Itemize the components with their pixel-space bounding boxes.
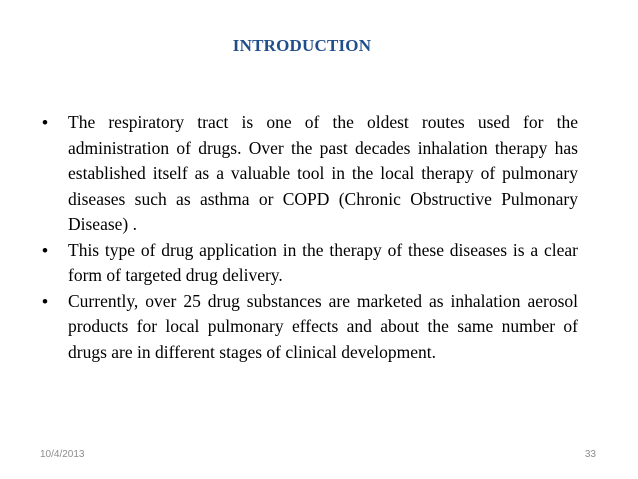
footer-date: 10/4/2013 bbox=[40, 449, 85, 460]
bullet-text: The respiratory tract is one of the oldest routes used for the administration of drugs. Over the past decades inhalation therapy has established itself as a valuable tool in the local therapy of pulmonary diseases such as asthma or COPD (Chronic Obstructive Pulmonary Disease) . bbox=[68, 112, 578, 234]
bullet-item bbox=[40, 110, 578, 238]
bullet-item bbox=[40, 238, 578, 289]
bullet-text: Currently, over 25 drug substances are marketed as inhalation aerosol products for local pulmonary effects and about the same number of drugs are in different stages of clinical development. bbox=[68, 290, 578, 362]
bullet-icon: • bbox=[42, 240, 48, 260]
bullet-list bbox=[40, 110, 578, 365]
bullet-icon: • bbox=[42, 291, 48, 311]
bullet-text: This type of drug application in the therapy of these diseases is a clear form of targeted drug delivery. bbox=[68, 239, 578, 285]
bullet-icon: • bbox=[42, 113, 48, 132]
slide-title: INTRODUCTION bbox=[232, 36, 372, 55]
page-number: 33 bbox=[584, 449, 596, 460]
bullet-item bbox=[40, 289, 578, 366]
